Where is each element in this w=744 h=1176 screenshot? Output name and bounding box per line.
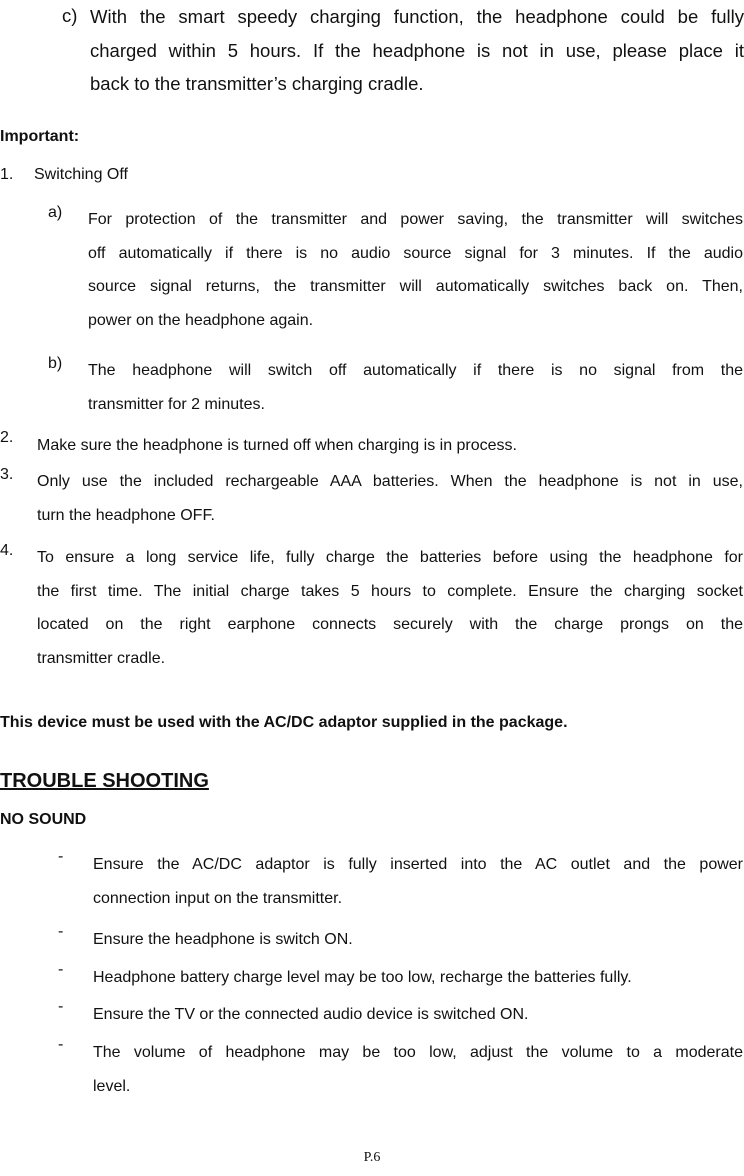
- item-1-title: Switching Off: [34, 166, 128, 183]
- item-3-label: 3.: [0, 466, 14, 483]
- item-4-line: located on the right earphone connects securely with the charge prongs on the: [37, 616, 743, 634]
- item-c-line: charged within 5 hours. If the headphone is not in use, please place it: [90, 39, 744, 61]
- trouble-item: [93, 848, 743, 915]
- trouble-item-line: Ensure the headphone is switch ON.: [93, 931, 353, 948]
- item-4-line: To ensure a long service life, fully charge the batteries before using the headphone for: [37, 549, 743, 566]
- trouble-item-line: level.: [93, 1077, 131, 1095]
- trouble-item-line: The volume of headphone may be too low, adjust the volume to a moderate: [93, 1044, 743, 1061]
- item-1a-line: source signal returns, the transmitter will automatically switches back on. Then,: [88, 278, 743, 296]
- item-1a-label: a): [48, 204, 63, 221]
- item-c-line: back to the transmitter’s charging cradle.: [90, 73, 424, 94]
- important-heading: Important:: [0, 128, 80, 145]
- item-4-text: [37, 541, 743, 675]
- item-1a-line: off automatically if there is no audio source signal for 3 minutes. If the audio: [88, 244, 743, 262]
- item-3-line: turn the headphone OFF.: [37, 506, 215, 524]
- trouble-item-line: connection input on the transmitter.: [93, 889, 343, 907]
- trouble-item-line: Ensure the AC/DC adaptor is fully inserted into the AC outlet and the power: [93, 856, 743, 873]
- item-1a-text: [88, 203, 743, 337]
- item-1a-line: For protection of the transmitter and power saving, the transmitter will switches: [88, 211, 743, 228]
- bullet-dash: -: [58, 923, 64, 940]
- item-3-line: Only use the included rechargeable AAA batteries. When the headphone is not in use,: [37, 473, 743, 490]
- trouble-item: [93, 961, 743, 995]
- item-c-text: [90, 0, 744, 101]
- item-3-text: [37, 465, 743, 532]
- item-2-line: Make sure the headphone is turned off when charging is in process.: [37, 437, 517, 454]
- bullet-dash: -: [58, 961, 64, 978]
- trouble-item: [93, 998, 743, 1032]
- trouble-shooting-heading: TROUBLE SHOOTING: [0, 770, 209, 792]
- item-4-label: 4.: [0, 542, 14, 559]
- bullet-dash: -: [58, 848, 64, 865]
- item-2-label: 2.: [0, 429, 14, 446]
- device-adaptor-note: This device must be used with the AC/DC adaptor supplied in the package.: [0, 714, 568, 731]
- item-1b-label: b): [48, 355, 63, 372]
- item-c-line: With the smart speedy charging function, the headphone could be fully: [90, 6, 744, 27]
- item-1b-text: [88, 354, 743, 421]
- item-1b-line: The headphone will switch off automatically if there is no signal from the: [88, 362, 743, 379]
- item-1b-line: transmitter for 2 minutes.: [88, 395, 265, 413]
- bullet-dash: -: [58, 1036, 64, 1053]
- no-sound-heading: NO SOUND: [0, 811, 87, 828]
- item-1-label: 1.: [0, 166, 14, 183]
- bullet-dash: -: [58, 998, 64, 1015]
- item-2-text: [37, 429, 743, 463]
- item-4-line: transmitter cradle.: [37, 649, 166, 667]
- item-4-line: the first time. The initial charge takes 5 hours to complete. Ensure the charging socket: [37, 582, 743, 600]
- trouble-item: [93, 923, 743, 957]
- item-1a-line: power on the headphone again.: [88, 311, 314, 329]
- trouble-item-line: Ensure the TV or the connected audio device is switched ON.: [93, 1006, 529, 1023]
- trouble-item-line: Headphone battery charge level may be too low, recharge the batteries fully.: [93, 969, 632, 986]
- page-number: P.6: [363, 1150, 381, 1165]
- item-c-label: c): [62, 5, 78, 26]
- trouble-item: [93, 1036, 743, 1103]
